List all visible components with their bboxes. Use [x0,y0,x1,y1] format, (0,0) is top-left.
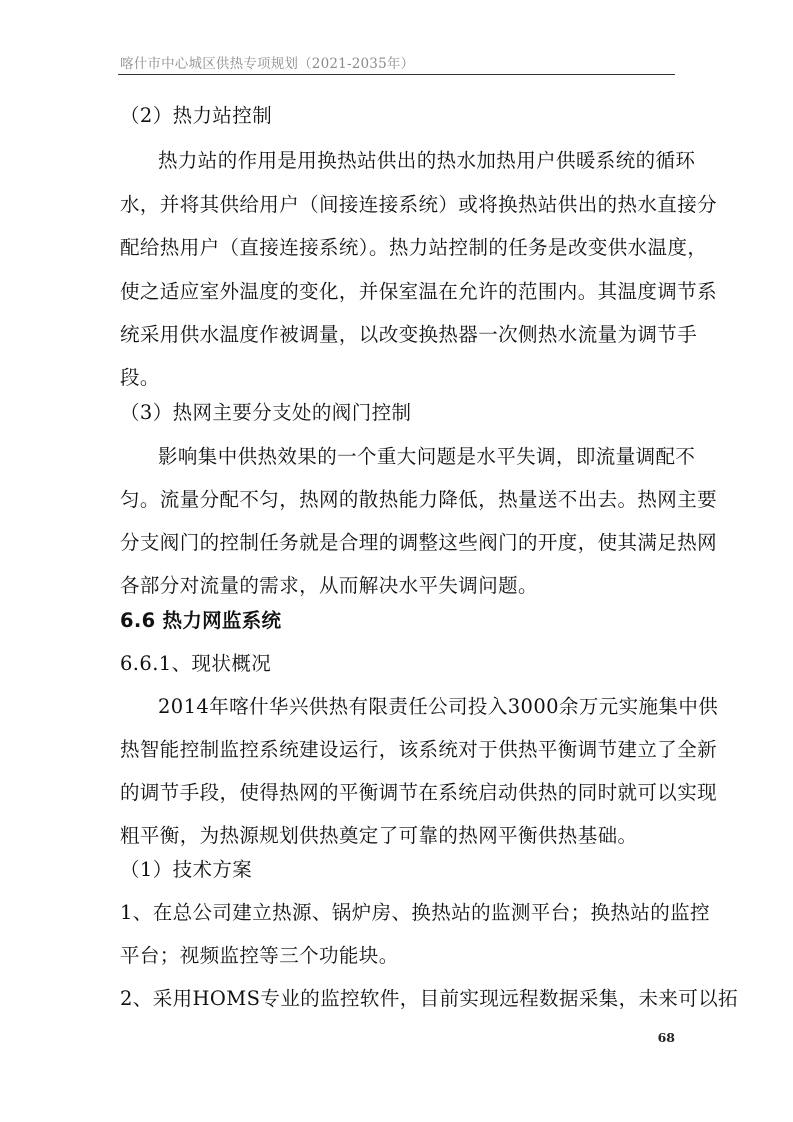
list-item-line: 1、在总公司建立热源、锅炉房、换热站的监测平台；换热站的监控 [120,901,710,924]
paragraph-line: 热力站的作用是用换热站供出的热水加热用户供暖系统的循环 [158,149,696,172]
paragraph-line: 统采用供水温度作被调量，以改变换热器一次侧热水流量为调节手 [120,323,698,346]
page-number: 68 [657,1030,675,1045]
paragraph-line: 的调节手段，使得热网的平衡调节在系统启动供热的同时就可以实现 [120,781,718,804]
paragraph-line: 分支阀门的控制任务就是合理的调整这些阀门的开度，使其满足热网 [120,531,718,554]
section-heading: 6.6 热力网监系统 [120,609,282,632]
paragraph-line: 热智能控制监控系统建设运行，该系统对于供热平衡调节建立了全新 [120,738,718,761]
subheading-heat-station-control: （2）热力站控制 [120,104,273,127]
paragraph-line: 段。 [120,366,160,389]
paragraph-line: 粗平衡，为热源规划供热奠定了可靠的热网平衡供热基础。 [120,824,638,847]
paragraph-line: 使之适应室外温度的变化，并保室温在允许的范围内。其温度调节系 [120,280,718,303]
header-rule [118,74,675,75]
paragraph-line: 影响集中供热效果的一个重大问题是水平失调，即流量调配不 [158,445,696,468]
paragraph-line: 水，并将其供给用户（间接连接系统）或将换热站供出的热水直接分 [120,193,718,216]
list-item-line: 2、采用HOMS专业的监控软件，目前实现远程数据采集，未来可以拓 [120,987,739,1010]
subheading-technical-plan: （1）技术方案 [120,858,253,881]
subheading-valve-control: （3）热网主要分支处的阀门控制 [120,401,412,424]
subsection-heading: 6.6.1、现状概况 [120,652,272,675]
list-item-line: 平台；视频监控等三个功能块。 [120,944,399,967]
running-header-title: 喀什市中心城区供热专项规划（2021-2035年） [120,56,415,72]
paragraph-line: 配给热用户（直接连接系统）。热力站控制的任务是改变供水温度， [120,236,708,259]
paragraph-line: 各部分对流量的需求，从而解决水平失调问题。 [120,574,538,597]
paragraph-line: 匀。流量分配不匀，热网的散热能力降低，热量送不出去。热网主要 [120,488,718,511]
paragraph-line: 2014年喀什华兴供热有限责任公司投入3000余万元实施集中供 [158,695,719,718]
